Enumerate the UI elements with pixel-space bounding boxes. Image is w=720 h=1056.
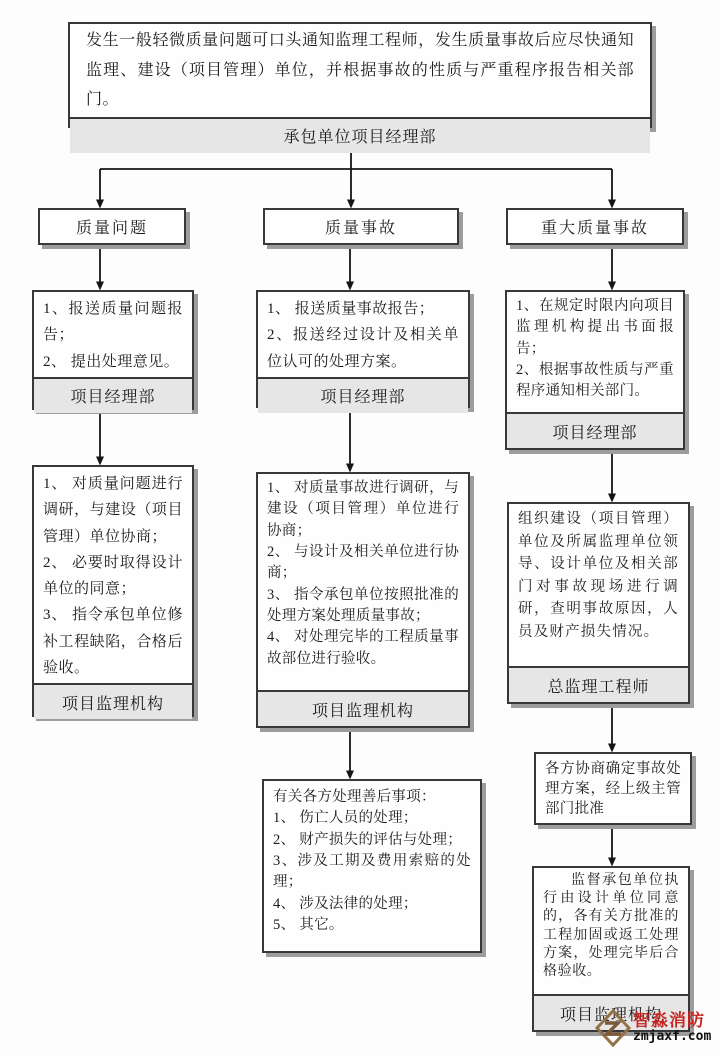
flow-node-category-major-quality-accident: [506, 208, 684, 245]
node-line: 3、涉及工期及费用索赔的处理；: [273, 852, 471, 891]
node-body: 组织建设（项目管理）单位及所属监理单位领导、设计单位及相关部门对事故现场进行调研，查明事故原因，人员及财产损失情况。: [518, 511, 679, 641]
flow-node-col1-step2: [32, 465, 194, 717]
node-body: [264, 781, 480, 951]
category-label: 质量事故: [324, 220, 397, 237]
node-line: 2、 财产损失的评估与处理；: [273, 831, 463, 848]
node-footer: 项目经理部: [258, 377, 468, 413]
node-footer: 项目监理机构: [534, 994, 688, 1030]
node-line: 1、 报送质量事故报告；: [267, 301, 435, 317]
node-line: 2、根据事故性质与严重程序通知相关部门。: [516, 361, 674, 400]
node-footer: 项目监理机构: [34, 683, 192, 719]
watermark-logo-icon: [596, 1010, 630, 1046]
node-footer: 项目经理部: [34, 377, 192, 413]
node-line: 1、在规定时限内向项目监理机构提出书面报告；: [516, 298, 674, 357]
node-line: 2、 提出处理意见。: [43, 353, 180, 370]
flow-node-col1-step1: [32, 290, 194, 410]
node-body: [258, 292, 468, 377]
node-footer: 项目经理部: [507, 412, 683, 448]
node-line: 1、 伤亡人员的处理；: [273, 810, 418, 827]
watermark-brand: 智淼消防: [633, 1010, 705, 1030]
flow-node-col3-step3: [534, 752, 692, 825]
node-line: 2、 必要时取得设计单位的同意；: [43, 554, 183, 597]
flow-node-col2-step2: [256, 472, 470, 728]
node-line: 3、 指令承包单位按照批准的处理方案处理质量事故；: [267, 586, 459, 624]
node-line: 有关各方处理善后事项：: [273, 789, 436, 805]
node-body: [34, 292, 192, 377]
node-line: 2、报送经过设计及相关单位认可的处理方案。: [267, 327, 459, 370]
node-line: 1、 对质量事故进行调研，与建设（项目管理）单位进行协商；: [267, 480, 459, 539]
flow-node-intro: [68, 22, 652, 147]
flow-node-col3-step4: [532, 866, 690, 1032]
node-body: [258, 474, 468, 690]
watermark: [596, 1010, 711, 1046]
flow-node-col3-step1: [505, 290, 685, 450]
node-line: 1、 对质量问题进行调研，与建设（项目管理）单位协商；: [43, 476, 183, 545]
flow-node-col2-step1: [256, 290, 470, 408]
node-footer: 总监理工程师: [509, 666, 688, 702]
node-line: 4、 涉及法律的处理；: [273, 895, 418, 912]
node-line: 1、报送质量问题报告；: [43, 301, 183, 344]
intro-footer: 承包单位项目经理部: [70, 117, 650, 153]
node-body: 各方协商确定事故处理方案，经上级主管部门批准: [545, 761, 681, 817]
watermark-url: zmjaxf.com: [633, 1029, 712, 1045]
node-body: [34, 467, 192, 683]
category-label: 质量问题: [75, 220, 148, 237]
flow-node-col2-step3: [262, 779, 482, 953]
flow-node-category-quality-accident: [263, 208, 459, 245]
node-line: 5、 其它。: [273, 916, 344, 933]
node-line: 3、 指令承包单位修补工程缺陷，合格后验收。: [43, 607, 183, 676]
intro-text: 发生一般轻微质量问题可口头通知监理工程师，发生质量事故后应尽快通知监理、建设（项目管理）单位，并根据事故的性质与严重程序报告相关部门。: [86, 32, 634, 109]
flow-node-col3-step2: [507, 502, 690, 704]
node-footer: 项目监理机构: [258, 690, 468, 726]
node-body: [507, 292, 683, 412]
flow-node-category-quality-problem: [38, 208, 186, 245]
node-body: 监督承包单位执行由设计单位同意的，各有关方批准的工程加固或返工处理方案，处理完毕后合格验收。: [543, 873, 679, 979]
category-label: 重大质量事故: [540, 220, 649, 237]
node-line: 4、 对处理完毕的工程质量事故部位进行验收。: [267, 629, 459, 667]
node-line: 2、 与设计及相关单位进行协商；: [267, 543, 459, 582]
